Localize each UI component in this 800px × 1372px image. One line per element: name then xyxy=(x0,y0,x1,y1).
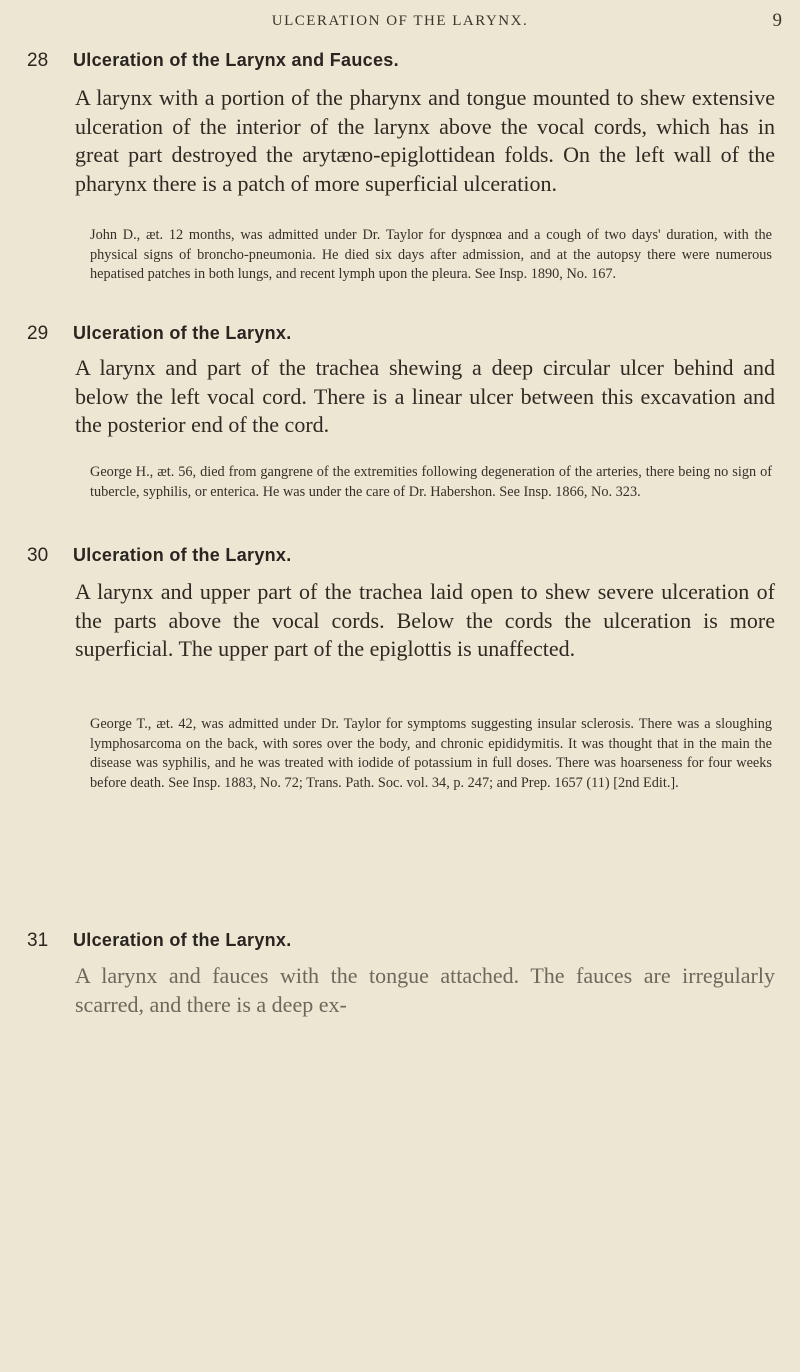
entry-number: 31 xyxy=(27,930,49,951)
entry-heading: Ulceration of the Larynx. xyxy=(73,930,292,950)
entry-description: A larynx and upper part of the trachea laid open to shew severe ulceration of the parts above the vocal cords. Below the cords the ulceration is more superficial. The upper part of the epiglottis is unaffected. xyxy=(75,579,775,661)
entry-heading: Ulceration of the Larynx and Fauces. xyxy=(73,50,399,70)
entry-number: 29 xyxy=(27,323,49,344)
entry-number: 30 xyxy=(27,545,49,566)
case-history: George T., æt. 42, was admitted under Dr. Taylor for symptoms suggesting insular sclerosis. There was a sloughing lymphosarcoma on the back, with sores over the body, and chronic epididymitis. It was thought that in the main the disease was syphilis, and he was treated with iodide of potassium in full doses. There was hoarseness for four weeks before death. See Insp. 1883, No. 72; Trans. Path. Soc. vol. 34, p. 247; and Prep. 1657 (11) [2nd Edit.]. xyxy=(90,716,772,791)
entry-number: 28 xyxy=(27,50,49,71)
case-history: John D., æt. 12 months, was admitted under Dr. Taylor for dyspnœa and a cough of two days' duration, with the physical signs of broncho-pneumonia. He died six days after admission, and at the autopsy there were numerous hepatised patches in both lungs, and recent lymph upon the pleura. See Insp. 1890, No. 167. xyxy=(90,227,772,283)
entry-heading: Ulceration of the Larynx. xyxy=(73,323,292,343)
entry-description: A larynx and part of the trachea shewing a deep circular ulcer behind and below the left vocal cord. There is a linear ulcer between this excavation and the posterior end of the cord. xyxy=(75,355,775,437)
entry-description: A larynx and fauces with the tongue attached. The fauces are irregularly scarred, and there is a deep ex- xyxy=(75,963,775,1017)
case-history: George H., æt. 56, died from gangrene of the extremities following degeneration of the arteries, there being no sign of tubercle, syphilis, or enterica. He was under the care of Dr. Habershon. See Insp. 1866, No. 323. xyxy=(90,464,772,500)
entry-heading: Ulceration of the Larynx. xyxy=(73,545,292,565)
page-number: 9 xyxy=(772,10,782,31)
running-head: ULCERATION OF THE LARYNX. xyxy=(271,13,529,29)
entry-description: A larynx with a portion of the pharynx and tongue mounted to shew extensive ulceration of the interior of the larynx above the vocal cords, which has in great part destroyed the arytæno-epiglottidean folds. On the left wall of the pharynx there is a patch of more superficial ulceration. xyxy=(75,85,775,196)
